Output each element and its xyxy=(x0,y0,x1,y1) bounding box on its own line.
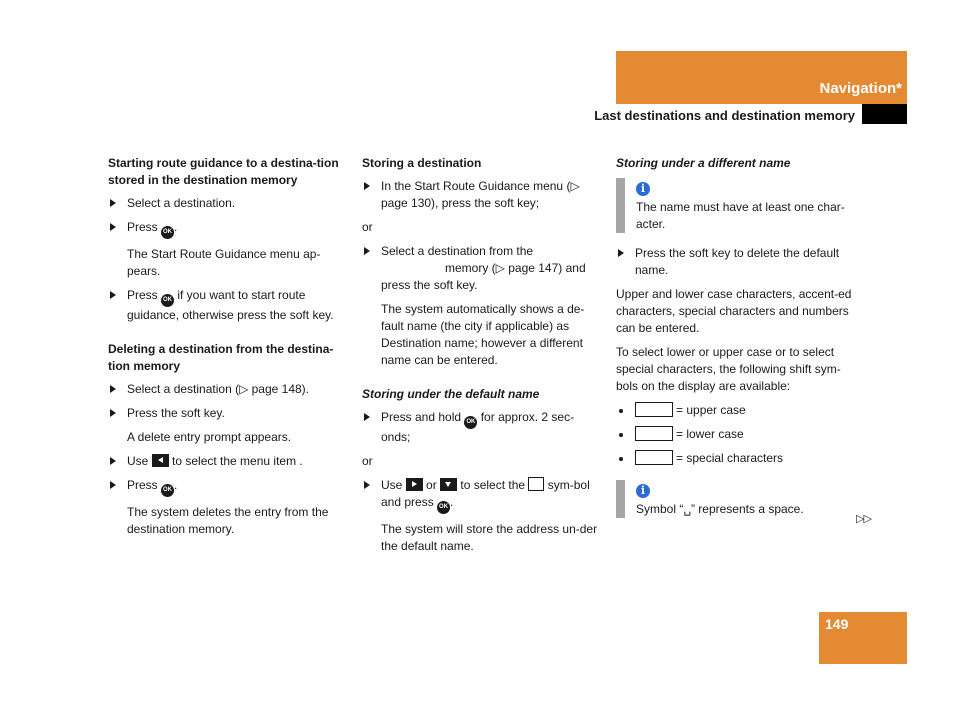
or-text: or xyxy=(362,454,373,468)
heading-different-name: Storing under a different name xyxy=(616,156,791,170)
shift-symbol-box-icon xyxy=(635,402,673,417)
bullet-dot-icon xyxy=(619,433,623,437)
ok-button-icon: OK xyxy=(437,501,450,514)
step-item: Press OK . xyxy=(108,219,346,239)
list-item: = special characters xyxy=(616,450,860,467)
down-arrow-key-icon xyxy=(440,478,457,491)
list-item: = upper case xyxy=(616,402,860,419)
right-arrow-key-icon xyxy=(406,478,423,491)
list-item: = lower case xyxy=(616,426,860,443)
step-item: Press OK if you want to start route guidance, otherwise press the soft key. xyxy=(108,287,346,324)
shift-symbol-box-icon xyxy=(635,426,673,441)
note-bar xyxy=(616,480,625,518)
bullet-dot-icon xyxy=(619,409,623,413)
paragraph: The system deletes the entry from the destination memory. xyxy=(127,505,329,536)
or-text: or xyxy=(362,220,373,234)
info-note xyxy=(616,480,860,518)
bullet-arrow-icon xyxy=(110,481,116,489)
column-3 xyxy=(616,155,860,530)
bullet-arrow-icon xyxy=(110,385,116,393)
note-text: Symbol “␣” represents a space. xyxy=(636,502,804,516)
step-item: Select a destination from the memory (▷ page 147) and press the soft key. xyxy=(362,243,600,294)
paragraph: Upper and lower case characters, accent-ed characters, special characters and numbers can be entered. xyxy=(616,287,852,335)
step-item: Select a destination (▷ page 148). xyxy=(108,381,346,398)
bullet-dot-icon xyxy=(619,457,623,461)
column-2 xyxy=(362,155,600,562)
paragraph: The system will store the address un-der the default name. xyxy=(381,522,598,553)
step-item: Press OK . xyxy=(108,477,346,497)
paragraph: To select lower or upper case or to select special characters, the following shift sym-bols on the display are available: xyxy=(616,345,841,393)
ok-button-icon: OK xyxy=(161,484,174,497)
bullet-arrow-icon xyxy=(618,249,624,257)
header-marker xyxy=(862,104,907,124)
bullet-arrow-icon xyxy=(364,247,370,255)
step-item: Use or to select the sym-bol and press OK . xyxy=(362,477,600,514)
bullet-arrow-icon xyxy=(364,481,370,489)
paragraph: The Start Route Guidance menu ap-pears. xyxy=(127,247,321,278)
paragraph: The system automatically shows a de-fault name (the city if applicable) as Destination name; however a different name can be entered. xyxy=(381,302,585,367)
bullet-arrow-icon xyxy=(110,457,116,465)
ok-button-icon: OK xyxy=(464,416,477,429)
info-icon: i xyxy=(636,484,650,498)
page-number: 149 xyxy=(825,616,849,632)
continue-marker: ▷▷ xyxy=(856,513,871,525)
step-item: Use to select the menu item . xyxy=(108,453,346,470)
heading-default-name: Storing under the default name xyxy=(362,387,540,401)
note-text: The name must have at least one char-acter. xyxy=(636,200,845,231)
bullet-arrow-icon xyxy=(110,409,116,417)
paragraph: A delete entry prompt appears. xyxy=(127,430,292,444)
info-icon: i xyxy=(636,182,650,196)
bullet-arrow-icon xyxy=(110,291,116,299)
ok-button-icon: OK xyxy=(161,294,174,307)
step-item: Select a destination. xyxy=(108,195,346,212)
shift-symbol-box-icon xyxy=(635,450,673,465)
heading-deleting-destination: Deleting a destination from the destina-tion memory xyxy=(108,342,334,373)
bullet-arrow-icon xyxy=(110,199,116,207)
step-item: Press the soft key to delete the default name. xyxy=(616,245,860,279)
heading-storing-destination: Storing a destination xyxy=(362,156,482,170)
heading-start-route-guidance: Starting route guidance to a destina-tion stored in the destination memory xyxy=(108,156,339,187)
info-note xyxy=(616,178,860,233)
bullet-arrow-icon xyxy=(110,223,116,231)
step-item: Press the soft key. xyxy=(108,405,346,422)
step-item: In the Start Route Guidance menu (▷ page 130), press the soft key; xyxy=(362,178,600,212)
ok-button-icon: OK xyxy=(161,226,174,239)
step-item: Press and hold OK for approx. 2 sec-onds; xyxy=(362,409,600,446)
section-title: Navigation* xyxy=(819,80,902,97)
column-1 xyxy=(108,155,346,545)
bullet-arrow-icon xyxy=(364,182,370,190)
left-arrow-key-icon xyxy=(152,454,169,467)
bullet-arrow-icon xyxy=(364,413,370,421)
note-bar xyxy=(616,178,625,233)
section-subtitle: Last destinations and destination memory xyxy=(594,108,855,123)
symbol-box-icon xyxy=(528,477,544,491)
